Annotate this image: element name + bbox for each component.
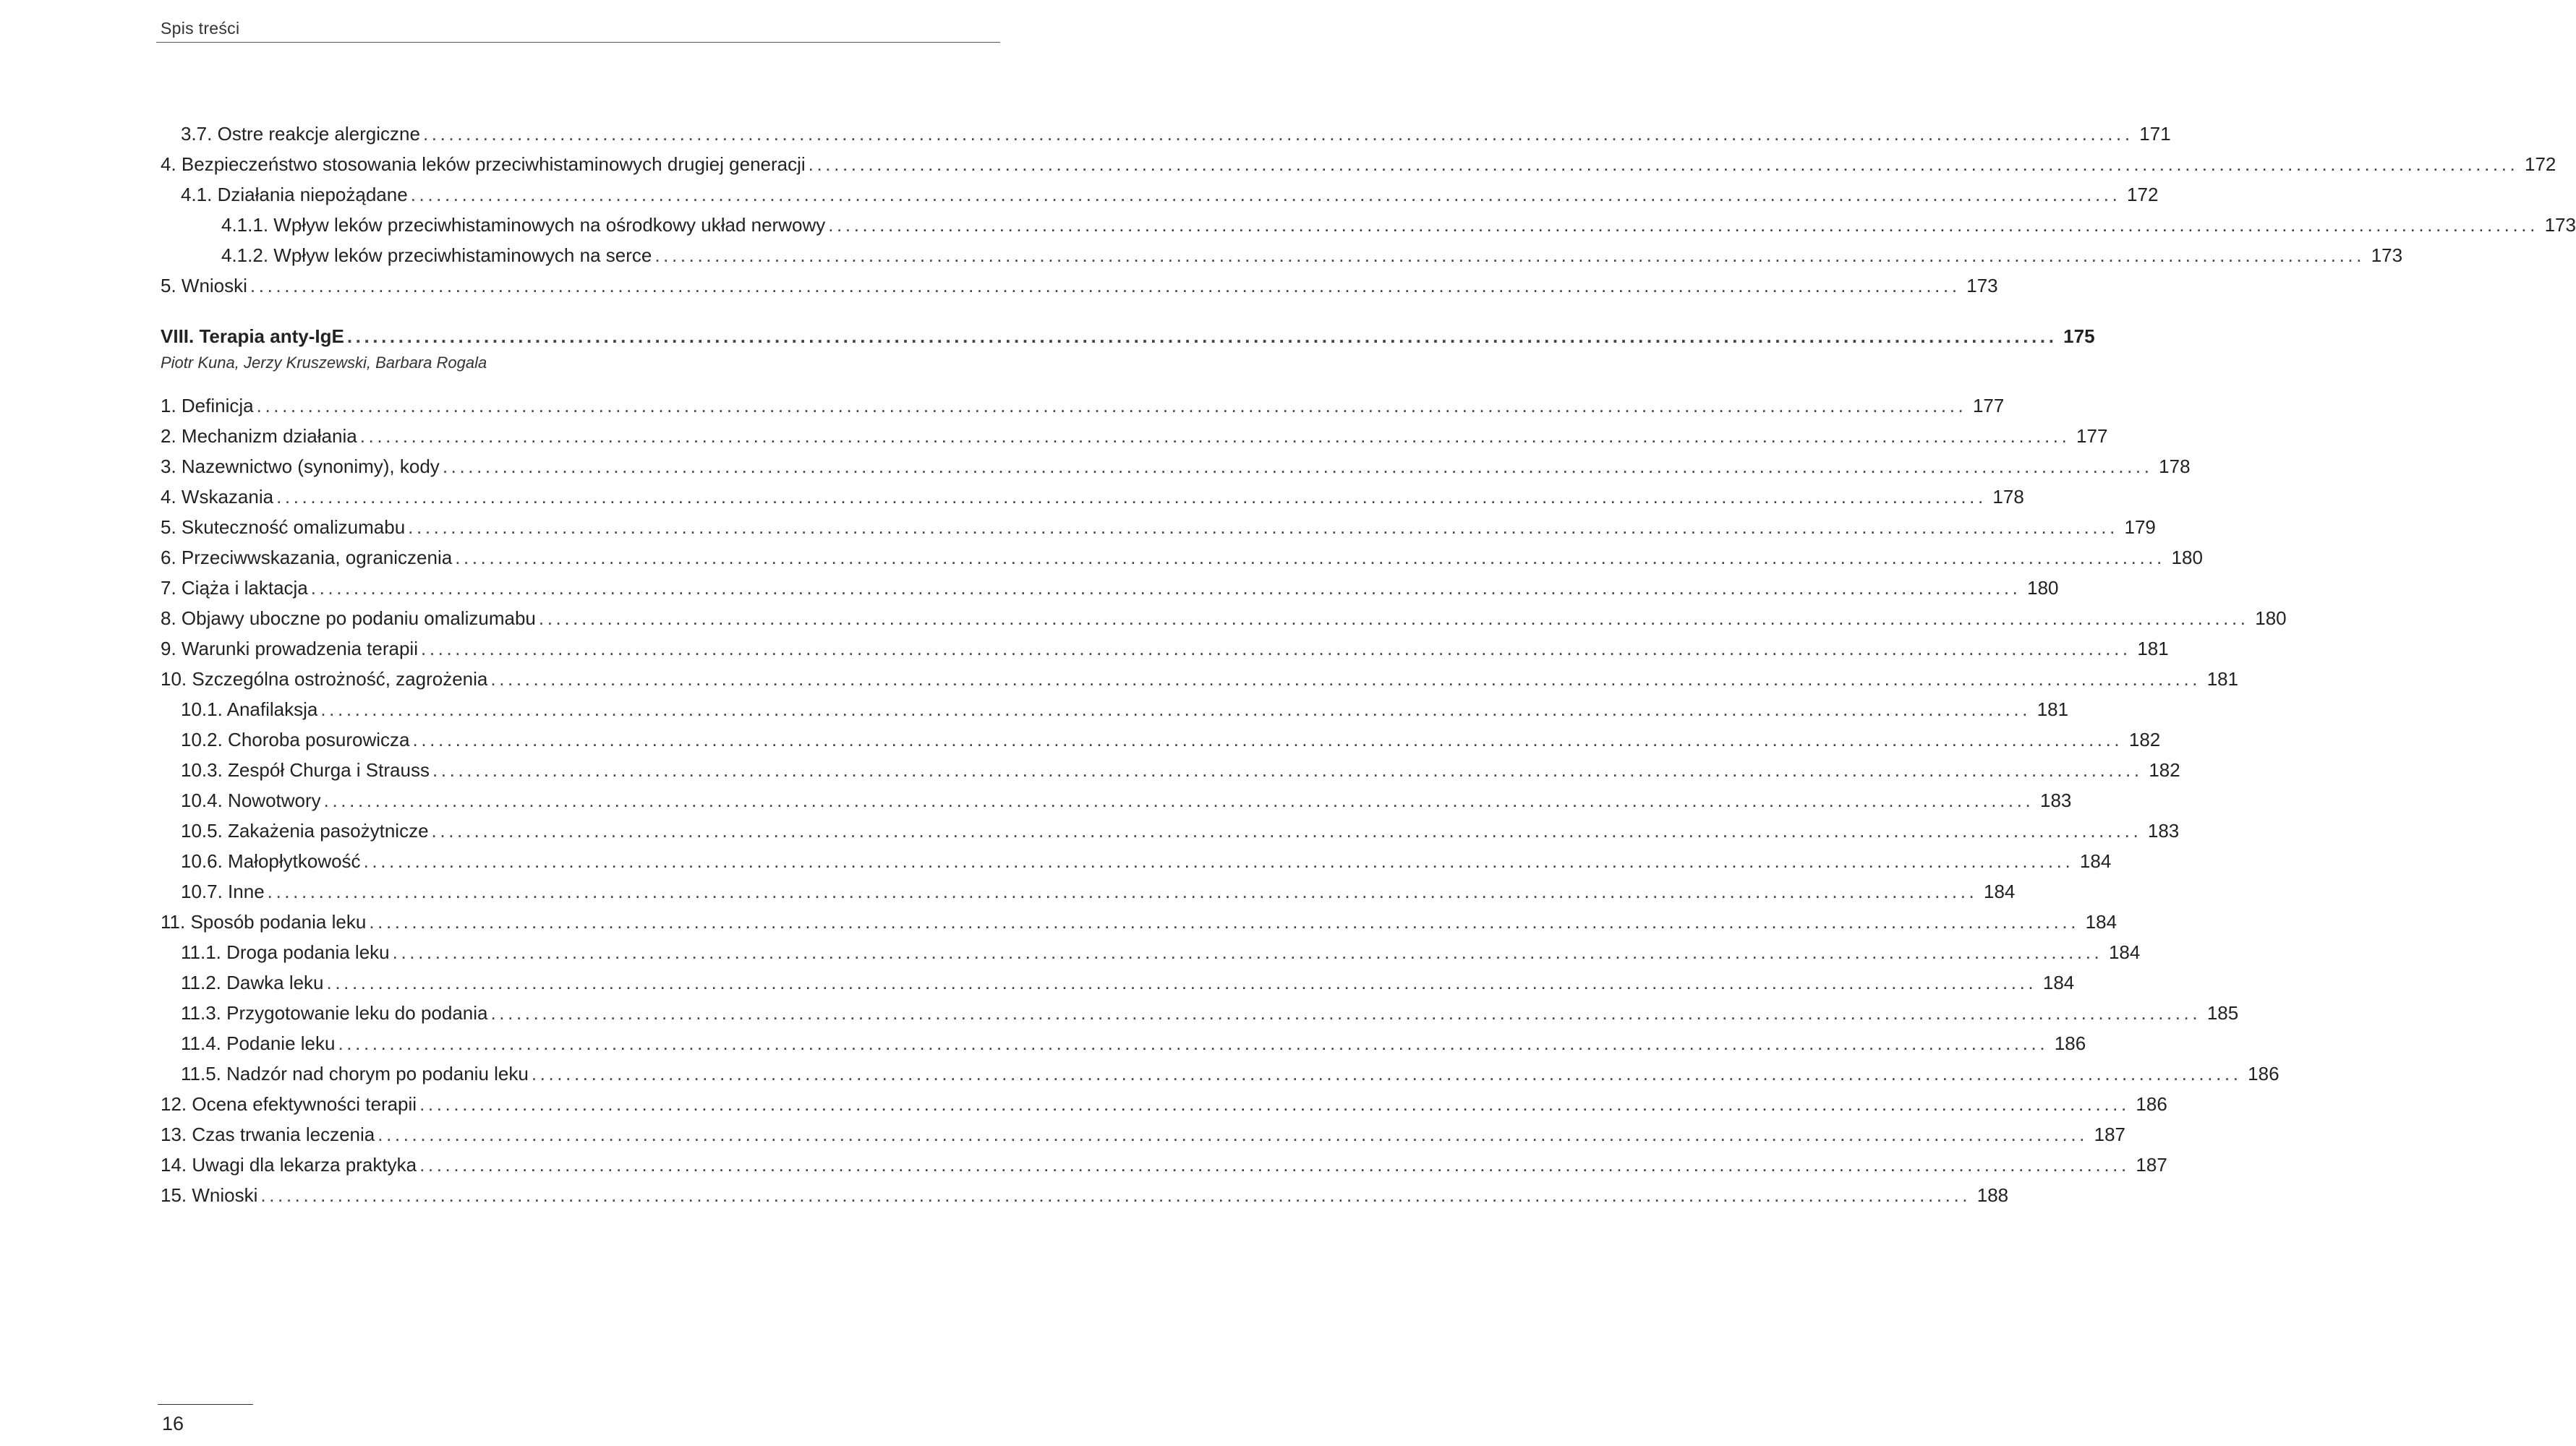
toc-entry-title: 5. Wnioski — [161, 275, 247, 296]
leader-dots: ........................................................................................................................................................................................................ — [256, 395, 1967, 416]
toc-entry-page: 181 — [2037, 698, 2069, 720]
toc-entry-page: 180 — [2171, 547, 2203, 568]
toc-entry-title: 11. Sposób podania leku — [161, 911, 367, 933]
leader-dots: ........................................................................................................................................................................................................ — [442, 455, 2153, 477]
toc-entry-page: 184 — [2042, 972, 2075, 993]
leader-dots: ........................................................................................................................................................................................................ — [408, 516, 2118, 538]
leader-dots: ........................................................................................................................................................................................................ — [828, 214, 2538, 236]
toc-entry-page: 180 — [2255, 607, 2287, 629]
leader-dots: ........................................................................................................................................................................................................ — [260, 1184, 1971, 1206]
toc-entry — [161, 543, 2203, 572]
leader-dots: ........................................................................................................................................................................................................ — [250, 275, 1961, 296]
toc-entry — [161, 998, 2239, 1027]
leader-dots: ........................................................................................................................................................................................................ — [654, 244, 2366, 266]
toc-entry-page: 187 — [2136, 1154, 2167, 1176]
leader-dots: ........................................................................................................................................................................................................ — [392, 941, 2103, 963]
footer-rule — [158, 1404, 253, 1405]
toc-entry-page: 187 — [2094, 1124, 2125, 1145]
toc-entry — [161, 513, 2156, 542]
toc-entry-title: 10.6. Małopłytkowość — [181, 850, 361, 872]
leader-dots: ........................................................................................................................................................................................................ — [808, 153, 2519, 175]
toc-entry-page: 184 — [2085, 911, 2117, 933]
toc-entry-page: 186 — [2054, 1032, 2086, 1054]
toc-entry-title: 10.3. Zespół Churga i Strauss — [181, 759, 430, 781]
toc-entry — [161, 241, 2403, 270]
leader-dots: ........................................................................................................................................................................................................ — [378, 1124, 2088, 1145]
toc-entry — [161, 1150, 2167, 1179]
leader-dots: ........................................................................................................................................................................................................ — [431, 820, 2142, 842]
toc-entry-page: 173 — [1966, 275, 1998, 296]
toc-entry-page: 188 — [1976, 1184, 2009, 1206]
toc-entry-page: 182 — [2149, 759, 2180, 781]
toc-entry-page: 184 — [2079, 850, 2112, 872]
toc-entry-page: 182 — [2128, 729, 2161, 750]
leader-dots: ........................................................................................................................................................................................................ — [310, 577, 2021, 599]
leader-dots: ........................................................................................................................................................................................................ — [421, 638, 2131, 659]
toc-entry-title: 4. Wskazania — [161, 486, 274, 508]
header-rule — [156, 42, 1000, 43]
toc-entry-page: 181 — [2137, 638, 2169, 659]
toc-entry-title: 11.2. Dawka leku — [181, 972, 324, 993]
toc-entry-title: 11.4. Podanie leku — [181, 1032, 336, 1054]
toc-entry-title: 13. Czas trwania leczenia — [161, 1124, 375, 1145]
leader-dots: ........................................................................................................................................................................................................ — [276, 486, 1987, 508]
toc-entry-title: 10.4. Nowotwory — [181, 790, 321, 811]
toc-entry-page: 179 — [2124, 516, 2156, 538]
leader-dots: ........................................................................................................................................................................................................ — [422, 123, 2133, 145]
toc-entry-page: 172 — [2127, 184, 2159, 205]
toc-entry — [161, 634, 2169, 663]
toc-entry-page: 186 — [2136, 1093, 2167, 1115]
leader-dots: ........................................................................................................................................................................................................ — [419, 1154, 2130, 1176]
toc-entry — [161, 482, 2024, 511]
toc-entry-title: 1. Definicja — [161, 395, 254, 416]
chapter-title: VIII. Terapia anty-IgE — [161, 325, 344, 347]
toc-entry — [161, 1090, 2167, 1118]
toc-entry-title: 10.7. Inne — [181, 881, 265, 902]
leader-dots: ........................................................................................................................................................................................................ — [412, 729, 2123, 750]
toc-entry — [161, 1059, 2279, 1088]
toc-entry — [161, 695, 2069, 724]
toc-entry — [161, 756, 2180, 784]
leader-dots: ........................................................................................................................................................................................................ — [538, 607, 2249, 629]
toc-entry-title: 8. Objawy uboczne po podaniu omalizumabu — [161, 607, 536, 629]
chapter-page: 175 — [2063, 325, 2095, 347]
toc-entry-title: 4.1. Działania niepożądane — [181, 184, 408, 205]
toc-entry-title: 3.7. Ostre reakcje alergiczne — [181, 123, 420, 145]
toc-entry-title: 10.1. Anafilaksja — [181, 698, 318, 720]
toc-entry-title: 10. Szczególna ostrożność, zagrożenia — [161, 668, 488, 690]
toc-entry-title: 5. Skuteczność omalizumabu — [161, 516, 406, 538]
toc-entry-page: 185 — [2206, 1002, 2239, 1024]
page-number: 16 — [162, 1413, 184, 1434]
toc-entry-title: 14. Uwagi dla lekarza praktyka — [161, 1154, 417, 1176]
leader-dots: ........................................................................................................................................................................................................ — [490, 668, 2201, 690]
toc-entry — [161, 968, 2075, 997]
toc-entry-page: 180 — [2027, 577, 2059, 599]
toc-entry-page: 173 — [2544, 214, 2576, 236]
toc-entry-title: 15. Wnioski — [161, 1184, 258, 1206]
toc-entry — [161, 786, 2072, 815]
toc-entry-title: 2. Mechanizm działania — [161, 425, 357, 447]
toc-entry — [161, 816, 2180, 845]
leader-dots: ........................................................................................................................................................................................................ — [531, 1063, 2242, 1084]
leader-dots: ........................................................................................................................................................................................................ — [419, 1093, 2130, 1115]
leader-dots: ........................................................................................................................................................................................................ — [369, 911, 2080, 933]
leader-dots: ........................................................................................................................................................................................................ — [346, 325, 2057, 347]
leader-dots: ........................................................................................................................................................................................................ — [323, 790, 2034, 811]
toc-entry-page: 173 — [2371, 244, 2403, 266]
leader-dots: ........................................................................................................................................................................................................ — [363, 850, 2074, 872]
toc-entry-page: 177 — [2076, 425, 2108, 447]
chapter-authors: Piotr Kuna, Jerzy Kruszewski, Barbara Rogala — [161, 354, 487, 372]
toc-entry-page: 183 — [2147, 820, 2180, 842]
leader-dots: ........................................................................................................................................................................................................ — [359, 425, 2070, 447]
toc-entry — [161, 180, 2159, 209]
toc-entry — [161, 1029, 2086, 1058]
toc-entry-page: 177 — [1972, 395, 2005, 416]
leader-dots: ........................................................................................................................................................................................................ — [455, 547, 2165, 568]
toc-entry-title: 11.3. Przygotowanie leku do podania — [181, 1002, 488, 1024]
toc-entry — [161, 725, 2161, 754]
toc-entry — [161, 604, 2287, 633]
chapter-heading — [161, 322, 2095, 351]
toc-entry — [161, 847, 2112, 876]
leader-dots: ........................................................................................................................................................................................................ — [338, 1032, 2049, 1054]
toc-entry — [161, 1120, 2125, 1149]
toc-entry-title: 6. Przeciwwskazania, ograniczenia — [161, 547, 453, 568]
toc-entry — [161, 452, 2191, 481]
toc-entry-title: 4.1.2. Wpływ leków przeciwhistaminowych na serce — [221, 244, 652, 266]
toc-entry-page: 184 — [1984, 881, 2016, 902]
toc-entry-title: 4. Bezpieczeństwo stosowania leków przeciwhistaminowych drugiej generacji — [161, 153, 806, 175]
toc-entry-title: 11.1. Droga podania leku — [181, 941, 390, 963]
toc-entry-title: 7. Ciąża i laktacja — [161, 577, 308, 599]
toc-entry-page: 181 — [2206, 668, 2239, 690]
toc-entry-page: 171 — [2139, 123, 2171, 145]
toc-entry — [161, 877, 2016, 906]
toc-entry — [161, 573, 2059, 602]
toc-entry-title: 9. Warunki prowadzenia terapii — [161, 638, 418, 659]
toc-entry — [161, 938, 2141, 967]
toc-entry-page: 178 — [2159, 455, 2191, 477]
toc-entry — [161, 271, 1998, 300]
toc-entry-title: 11.5. Nadzór nad chorym po podaniu leku — [181, 1063, 529, 1084]
toc-entry-title: 10.5. Zakażenia pasożytnicze — [181, 820, 429, 842]
toc-entry — [161, 210, 2576, 239]
toc-entry-page: 186 — [2248, 1063, 2279, 1084]
toc-entry — [161, 150, 2556, 179]
leader-dots: ........................................................................................................................................................................................................ — [326, 972, 2037, 993]
leader-dots: ........................................................................................................................................................................................................ — [320, 698, 2031, 720]
toc-entry-title: 3. Nazewnictwo (synonimy), kody — [161, 455, 440, 477]
toc-entry — [161, 907, 2117, 936]
toc-entry-page: 172 — [2525, 153, 2556, 175]
toc-entry-title: 12. Ocena efektywności terapii — [161, 1093, 417, 1115]
leader-dots: ........................................................................................................................................................................................................ — [432, 759, 2143, 781]
toc-entry-page: 184 — [2108, 941, 2141, 963]
running-header: Spis treści — [161, 19, 240, 38]
leader-dots: ........................................................................................................................................................................................................ — [490, 1002, 2201, 1024]
toc-entry — [161, 664, 2239, 693]
toc-entry-title: 4.1.1. Wpływ leków przeciwhistaminowych na ośrodkowy układ nerwowy — [221, 214, 826, 236]
toc-entry — [161, 1181, 2009, 1210]
toc-entry-title: 10.2. Choroba posurowicza — [181, 729, 410, 750]
toc-entry — [161, 119, 2171, 148]
toc-entry — [161, 422, 2108, 450]
toc-entry — [161, 391, 2005, 420]
toc-entry-page: 183 — [2040, 790, 2072, 811]
leader-dots: ........................................................................................................................................................................................................ — [410, 184, 2121, 205]
leader-dots: ........................................................................................................................................................................................................ — [267, 881, 1978, 902]
toc-entry-page: 178 — [1992, 486, 2024, 508]
